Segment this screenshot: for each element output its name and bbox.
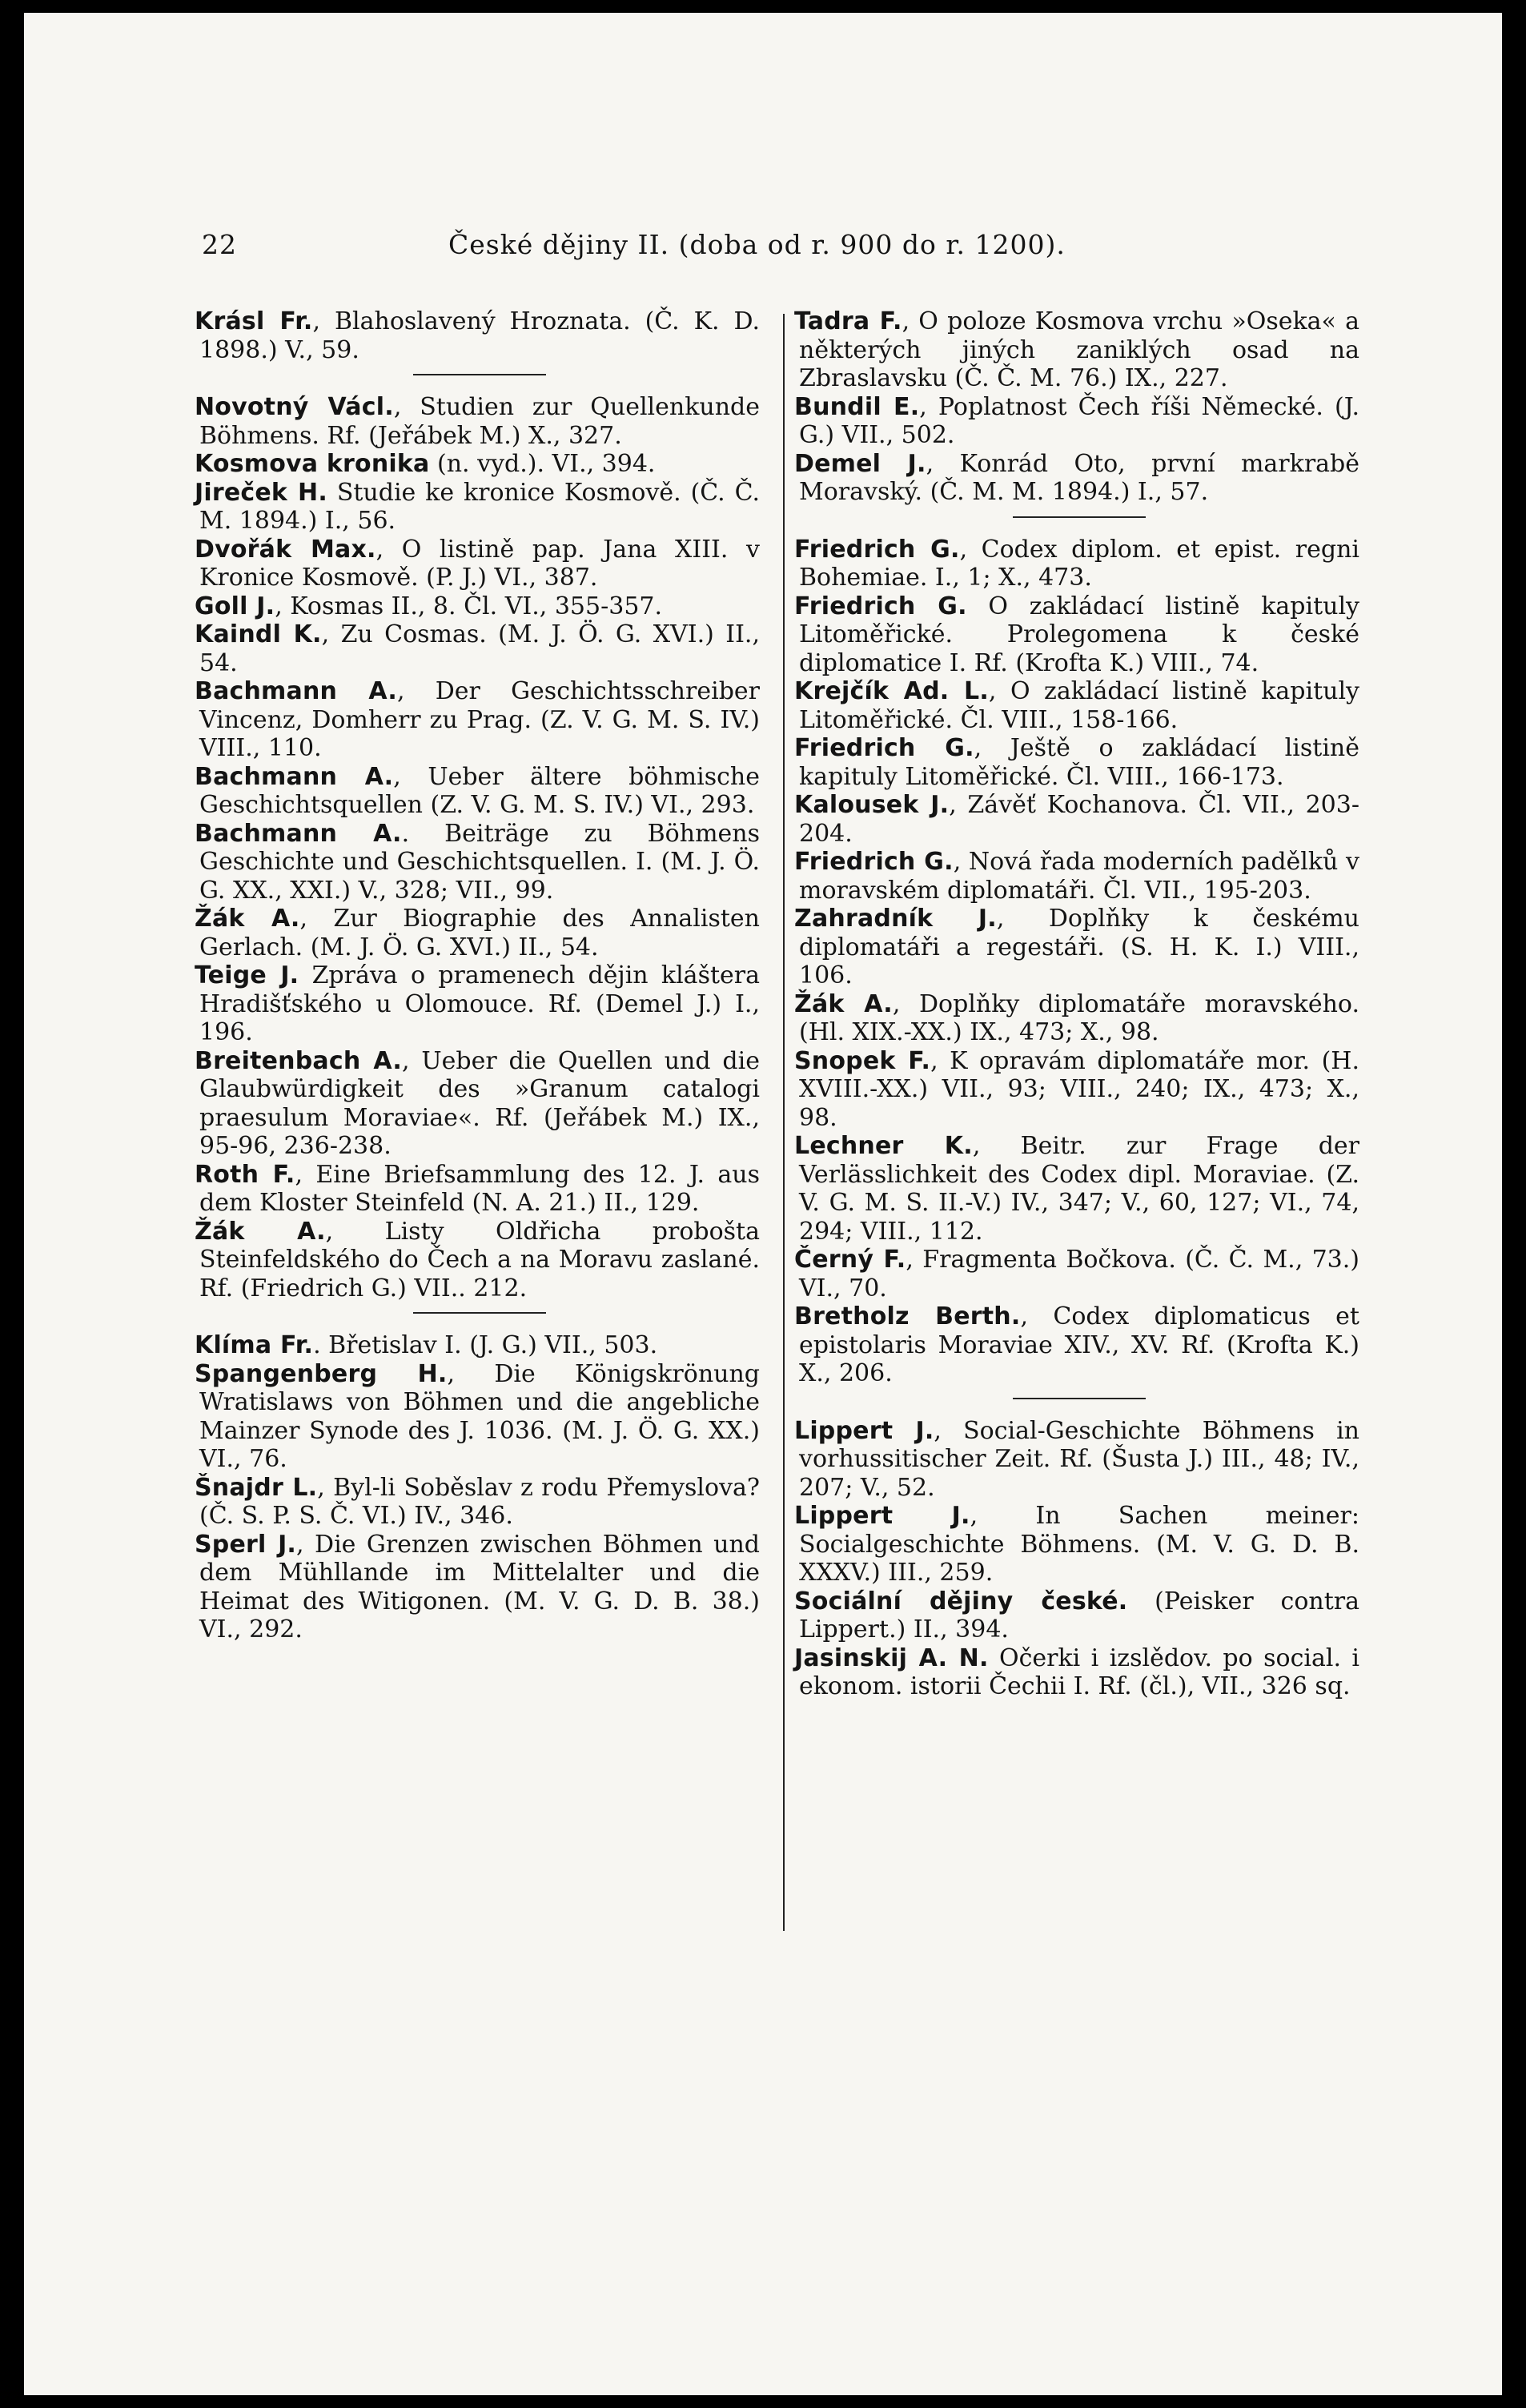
entry-author: Bundil E. <box>794 392 920 421</box>
bibliography-entry <box>195 762 760 820</box>
bibliography-entry <box>794 848 1359 905</box>
entry-text: , Kosmas II., 8. Čl. VI., 355-357. <box>275 592 663 620</box>
entry-author: Bretholz Berth. <box>794 1302 1021 1330</box>
bibliography-entry <box>794 905 1359 990</box>
bibliography-entry <box>794 307 1359 393</box>
entry-text: , Listy Oldřicha probošta Steinfeldského do Čech a na Moravu zaslané. Rf. (Friedrich G.) VII.. 212. <box>199 1217 760 1302</box>
entry-author: Krejčík Ad. L. <box>794 677 989 705</box>
entry-text: , Studien zur Quellenkunde Böhmens. Rf. (Jeřábek M.) X., 327. <box>199 393 760 450</box>
right-column <box>794 307 1360 1701</box>
entry-text: , O zakládací listině kapituly Litoměřické. Čl. VIII., 158-166. <box>799 677 1359 734</box>
entry-author: Novotný Václ. <box>195 393 394 421</box>
entry-author: Friedrich G. <box>794 535 960 564</box>
entry-author: Bachmann A. <box>195 762 394 791</box>
entry-text: , Die Königskrönung Wratislaws von Böhmen und die angebliche Mainzer Synode des J. 1036. (M. J. Ö. G. XX.) VI., 76. <box>199 1359 760 1473</box>
bibliography-entry <box>195 1530 760 1644</box>
entry-text: , Eine Briefsammlung des 12. J. aus dem Kloster Steinfeld (N. A. 21.) II., 129. <box>199 1160 760 1217</box>
bibliography-entry <box>195 393 760 450</box>
entry-author: Roth F. <box>195 1160 295 1189</box>
bibliography-entry <box>195 535 760 592</box>
entry-author: Teige J. <box>195 961 299 989</box>
bibliography-entry <box>195 677 760 763</box>
entry-text: (Peisker contra Lippert.) II., 394. <box>799 1587 1359 1643</box>
entry-text: , Ueber die Quellen und die Glaubwürdigkeit des »Granum catalogi praesulum Moraviae«. Rf. (Jeřábek M.) IX., 95-96, 236-238. <box>199 1046 760 1160</box>
entry-text: , Die Grenzen zwischen Böhmen und dem Mühllande im Mittelalter und die Heimat des Witigonen. (M. V. G. D. B. 38.) VI., 292. <box>199 1530 760 1643</box>
entry-author: Krásl Fr. <box>195 307 313 335</box>
entry-text: , Blahoslavený Hroznata. (Č. K. D. 1898.) V., 59. <box>199 307 760 364</box>
entry-author: Lippert J. <box>794 1502 970 1530</box>
entry-author: Bachmann A. <box>195 677 397 705</box>
entry-text: , Fragmenta Bočkova. (Č. Č. M., 73.) VI., 70. <box>799 1246 1359 1302</box>
entry-text: , Ještě o zakládací listině kapituly Litoměřické. Čl. VIII., 166-173. <box>799 734 1359 791</box>
bibliography-entry <box>794 1416 1359 1503</box>
entry-text: , Zu Cosmas. (M. J. Ö. G. XVI.) II., 54. <box>199 620 760 677</box>
entry-text: . Břetislav I. (J. G.) VII., 503. <box>313 1331 658 1359</box>
entry-text: , Závěť Kochanova. Čl. VII., 203-204. <box>799 791 1359 848</box>
entry-text: , Social-Geschichte Böhmens in vorhussitischer Zeit. Rf. (Šusta J.) III., 48; IV., 207; V., 52. <box>799 1416 1359 1502</box>
bibliography-entry <box>794 1132 1359 1246</box>
bibliography-entry <box>195 961 760 1047</box>
entry-text: , Nová řada moderních padělků v moravském diplomatáři. Čl. VII., 195-203. <box>799 848 1359 905</box>
section-separator <box>413 374 546 375</box>
entry-author: Zahradník J. <box>794 905 997 933</box>
entry-author: Jasinskij A. N. <box>794 1643 989 1672</box>
entry-text: , Ueber ältere böhmische Geschichtsquellen (Z. V. G. M. S. IV.) VI., 293. <box>199 762 760 819</box>
entry-text: . Beiträge zu Böhmens Geschichte und Geschichtsquellen. I. (M. J. Ö. G. XX., XXI.) V., 328; VII., 99. <box>199 819 760 905</box>
entry-author: Klíma Fr. <box>195 1331 314 1359</box>
entry-text: , Codex diplomaticus et epistolaris Moraviae XIV., XV. Rf. (Krofta K.) X., 206. <box>799 1302 1359 1387</box>
entry-author: Dvořák Max. <box>195 535 376 564</box>
bibliography-entry <box>794 449 1359 507</box>
entry-text: , Der Geschichtsschreiber Vincenz, Domherr zu Prag. (Z. V. G. M. S. IV.) VIII., 110. <box>199 677 760 762</box>
page-number: 22 <box>202 229 237 260</box>
entry-author: Žák A. <box>794 989 893 1018</box>
bibliography-entry <box>794 1246 1359 1302</box>
bibliography-entry <box>195 1359 760 1474</box>
left-column <box>195 307 761 1644</box>
entry-text: , Codex diplom. et epist. regni Bohemiae. I., 1; X., 473. <box>799 535 1359 592</box>
entry-author: Snopek F. <box>794 1046 931 1075</box>
entry-author: Tadra F. <box>794 307 902 335</box>
bibliography-entry <box>195 478 760 536</box>
entry-author: Lechner K. <box>794 1132 973 1160</box>
section-separator <box>1013 1398 1146 1399</box>
entry-author: Sperl J. <box>195 1530 297 1559</box>
running-title: České dějiny II. (doba od r. 900 do r. 1200). <box>448 229 1066 260</box>
entry-text: , Byl-li Soběslav z rodu Přemyslova? (Č. S. P. S. Č. VI.) IV., 346. <box>199 1473 760 1530</box>
bibliography-entry <box>794 1046 1359 1133</box>
entry-author: Bachmann A. <box>195 819 402 848</box>
entry-text: , Beitr. zur Frage der Verlässlichkeit des Codex dipl. Moraviae. (Z. V. G. M. S. II.-V.) IV., 347; V., 60, 127; VI., 74, 294; VIII., 112. <box>799 1132 1359 1246</box>
entry-author: Friedrich G. <box>794 734 974 762</box>
bibliography-entry <box>794 1587 1359 1644</box>
bibliography-entry <box>794 989 1360 1047</box>
page-header <box>24 229 1502 277</box>
entry-author: Černý F. <box>794 1246 906 1274</box>
entry-author: Žák A. <box>195 905 300 933</box>
entry-author: Kaindl K. <box>195 620 322 648</box>
entry-text: , K opravám diplomatáře mor. (H. XVIII.-XX.) VII., 93; VIII., 240; IX., 473; X., 98. <box>799 1046 1359 1132</box>
bibliography-entry <box>794 592 1360 678</box>
entry-text: Studie ke kronice Kosmově. (Č. Č. M. 1894.) I., 56. <box>199 478 760 535</box>
bibliography-entry <box>794 1643 1359 1701</box>
bibliography-entry <box>794 734 1359 791</box>
bibliography-entry <box>794 535 1359 592</box>
entry-author: Demel J. <box>794 449 926 478</box>
column-divider <box>783 314 785 1931</box>
section-separator <box>1013 516 1146 518</box>
book-page <box>24 13 1502 2395</box>
entry-author: Breitenbach A. <box>195 1046 402 1075</box>
bibliography-entry <box>794 392 1359 450</box>
bibliography-entry <box>195 592 760 621</box>
section-separator <box>413 1312 546 1314</box>
bibliography-entry <box>195 1331 760 1360</box>
entry-text: , O poloze Kosmova vrchu »Oseka« a některých jiných zaniklých osad na Zbraslavsku (Č. Č. M. 76.) IX., 227. <box>799 307 1359 392</box>
bibliography-entry <box>794 1302 1359 1388</box>
bibliography-entry <box>195 1217 760 1303</box>
entry-author: Friedrich G. <box>794 848 954 876</box>
bibliography-entry <box>195 1473 760 1531</box>
entry-author: Kalousek J. <box>794 791 950 819</box>
entry-author: Lippert J. <box>794 1416 934 1445</box>
entry-text: (n. vyd.). VI., 394. <box>429 450 656 478</box>
bibliography-entry <box>195 620 760 677</box>
bibliography-entry <box>195 450 760 479</box>
entry-author: Kosmova kronika <box>195 450 430 478</box>
entry-author: Jireček H. <box>195 478 327 507</box>
entry-author: Spangenberg H. <box>195 1359 448 1388</box>
bibliography-entry <box>794 1502 1359 1587</box>
entry-author: Sociální dějiny české. <box>794 1587 1128 1615</box>
entry-text: Zpráva o pramenech dějin kláštera Hradišťského u Olomouce. Rf. (Demel J.) I., 196. <box>199 961 760 1046</box>
bibliography-entry <box>195 819 760 905</box>
entry-text: , In Sachen meiner: Socialgeschichte Böhmens. (M. V. G. D. B. XXXV.) III., 259. <box>799 1502 1359 1587</box>
entry-text: Očerki i izslědov. po social. i ekonom. istorii Čechii I. Rf. (čl.), VII., 326 sq. <box>799 1643 1359 1700</box>
bibliography-entry <box>195 307 760 364</box>
bibliography-entry <box>794 791 1359 848</box>
entry-text: , Konrád Oto, první markrabě Moravský. (Č. M. M. 1894.) I., 57. <box>799 449 1359 506</box>
entry-author: Šnajdr L. <box>195 1473 318 1502</box>
entry-text: , Poplatnost Čech říši Německé. (J. G.) VII., 502. <box>799 392 1359 449</box>
entry-text: , Doplňky diplomatáře moravského. (Hl. XIX.-XX.) IX., 473; X., 98. <box>799 989 1360 1046</box>
bibliography-entry <box>794 677 1359 734</box>
entry-text: O zakládací listině kapituly Litoměřické. Prolegomena k české diplomatice I. Rf. (Krofta K.) VIII., 74. <box>799 592 1360 677</box>
entry-text: , Doplňky k českému diplomatáři a regestáři. (S. H. K. I.) VIII., 106. <box>799 905 1359 989</box>
bibliography-entry <box>195 1160 760 1218</box>
entry-text: , Zur Biographie des Annalisten Gerlach. (M. J. Ö. G. XVI.) II., 54. <box>199 905 761 961</box>
entry-text: , O listině pap. Jana XIII. v Kronice Kosmově. (P. J.) VI., 387. <box>199 535 760 592</box>
entry-author: Friedrich G. <box>794 592 967 620</box>
entry-author: Goll J. <box>195 592 275 620</box>
bibliography-entry <box>195 1046 760 1161</box>
entry-author: Žák A. <box>195 1217 326 1246</box>
bibliography-entry <box>195 905 761 961</box>
